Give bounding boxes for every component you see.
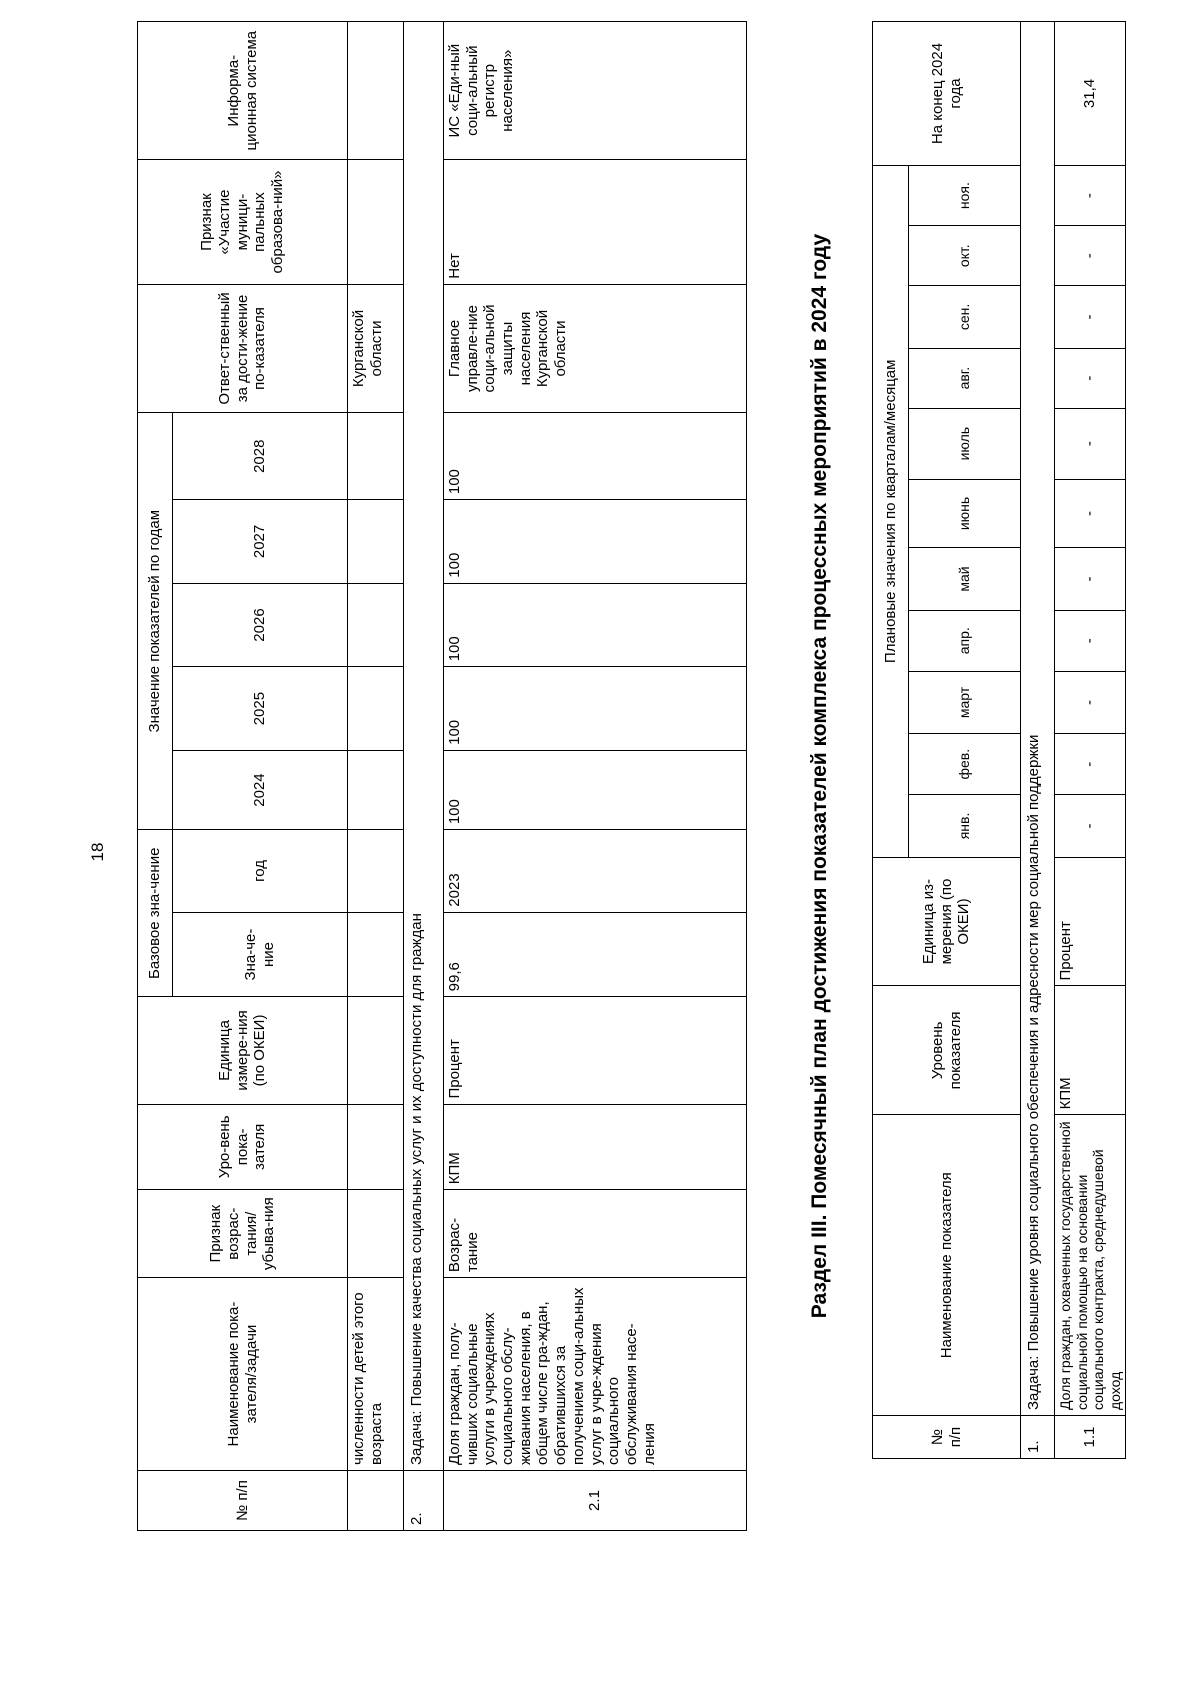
month-header: авг. <box>909 348 1021 408</box>
col-municipal-header: Признак «Участие муници-пальных образова-ний» <box>138 160 348 284</box>
row-num: 1.1 <box>1055 1416 1126 1459</box>
continuation-row <box>348 22 404 1531</box>
header-row-1 <box>873 22 909 1459</box>
row-month-value: - <box>1055 286 1126 348</box>
base-year-header: год <box>173 830 348 913</box>
continuation-name: численности детей этого возраста <box>348 1278 404 1471</box>
row-month-value: - <box>1055 734 1126 795</box>
base-value-header: Зна-че-ние <box>173 912 348 997</box>
month-header: март <box>909 671 1021 733</box>
cell <box>348 997 404 1104</box>
col-sign-header: Признак возрас-тания/ убыва-ния <box>138 1190 348 1278</box>
monthly-plan-table <box>872 21 1126 1459</box>
row-month-value: - <box>1055 226 1126 286</box>
col-unit-header: Единица из-мерения (по ОКЕИ) <box>873 857 1021 986</box>
row-sign: Возрас-тание <box>444 1190 747 1278</box>
month-header: сен. <box>909 286 1021 348</box>
row-year-value: 100 <box>444 413 747 500</box>
year-header: 2025 <box>173 667 348 751</box>
row-infosys: ИС «Еди-ный соци-альный регистр населения» <box>444 22 747 160</box>
task-row <box>404 22 444 1531</box>
indicators-table <box>137 21 747 1531</box>
row-base-year: 2023 <box>444 830 747 913</box>
task-text: Задача: Повышение уровня социального обеспечения и адресности мер социальной поддержки <box>1021 22 1055 1416</box>
cell <box>348 912 404 997</box>
row-month-value: - <box>1055 348 1126 408</box>
header-row-1 <box>138 22 173 1531</box>
row-month-value: - <box>1055 610 1126 671</box>
cell <box>348 500 404 584</box>
cell <box>348 1471 404 1531</box>
year-header: 2027 <box>173 500 348 584</box>
row-unit: Процент <box>1055 857 1126 986</box>
cell <box>348 667 404 751</box>
row-year-value: 100 <box>444 500 747 584</box>
year-header: 2024 <box>173 750 348 829</box>
row-unit: Процент <box>444 997 747 1104</box>
row-year-value: 100 <box>444 583 747 667</box>
row-level: КПМ <box>1055 986 1126 1115</box>
col-num-header: № п/п <box>138 1471 348 1531</box>
cell <box>348 160 404 284</box>
cell <box>348 583 404 667</box>
row-num: 2.1 <box>444 1471 747 1531</box>
cell <box>348 830 404 913</box>
month-header: июль <box>909 408 1021 479</box>
section-title: Раздел III. Помесячный план достижения показателей комплекса процессных мероприятий в 2024 году <box>808 233 831 1319</box>
month-header: окт. <box>909 226 1021 286</box>
col-infosys-header: Информа-ционная система <box>138 22 348 160</box>
cell <box>348 1190 404 1278</box>
cell <box>348 1104 404 1190</box>
cell <box>348 750 404 829</box>
task-text: Задача: Повышение качества социальных услуг и их доступности для граждан <box>404 22 444 1471</box>
values-group-header: Значение показателей по годам <box>138 413 173 830</box>
month-header: янв. <box>909 795 1021 857</box>
col-year-end-header: На конец 2024 года <box>873 22 1021 166</box>
task-row <box>1021 22 1055 1459</box>
indicator-row <box>1055 22 1126 1459</box>
year-header: 2026 <box>173 583 348 667</box>
row-municipal: Нет <box>444 160 747 284</box>
month-header: ноя. <box>909 166 1021 226</box>
row-level: КПМ <box>444 1104 747 1190</box>
task-num: 1. <box>1021 1416 1055 1459</box>
row-name: Доля граждан, охваченных государственной социальной помощью на основании социального контракта, среднедушевой доход <box>1055 1115 1126 1416</box>
col-name-header: Наименование пока-зателя/задачи <box>138 1278 348 1471</box>
row-responsible: Главное управле-ние соци-альной защиты населения Курганской области <box>444 284 747 413</box>
year-header: 2028 <box>173 413 348 500</box>
indicator-row <box>444 22 747 1531</box>
month-header: май <box>909 548 1021 610</box>
row-month-value: - <box>1055 548 1126 610</box>
col-name-header: Наименование показателя <box>873 1115 1021 1416</box>
cell <box>348 22 404 160</box>
page-number: 18 <box>88 842 107 862</box>
col-num-header: № п/п <box>873 1416 1021 1459</box>
row-month-value: - <box>1055 671 1126 733</box>
col-responsible-header: Ответ-ственный за дости-жение по-казателя <box>138 284 348 413</box>
month-header: фев. <box>909 734 1021 795</box>
row-year-value: 100 <box>444 667 747 751</box>
plan-group-header: Плановые значения по кварталам/месяцам <box>873 166 909 858</box>
col-level-header: Уровень показателя <box>873 986 1021 1115</box>
row-year-end-value: 31,4 <box>1055 22 1126 166</box>
col-unit-header: Единица измере-ния (по ОКЕИ) <box>138 997 348 1104</box>
row-month-value: - <box>1055 166 1126 226</box>
row-base-value: 99,6 <box>444 912 747 997</box>
row-month-value: - <box>1055 408 1126 479</box>
month-header: июнь <box>909 479 1021 548</box>
row-name: Доля граждан, полу-чивших социальные услуги в учреждениях социального обслу-живания населения, в общем числе гра-ждан, обратившихся за получением соци-альных услуг в учре-ждения социального обслуживания насе-ления <box>444 1278 747 1471</box>
row-month-value: - <box>1055 479 1126 548</box>
task-num: 2. <box>404 1471 444 1531</box>
base-group-header: Базовое зна-чение <box>138 830 173 997</box>
row-year-value: 100 <box>444 750 747 829</box>
continuation-responsible: Курганской области <box>348 284 404 413</box>
cell <box>348 413 404 500</box>
month-header: апр. <box>909 610 1021 671</box>
row-month-value: - <box>1055 795 1126 857</box>
col-level-header: Уро-вень пока-зателя <box>138 1104 348 1190</box>
